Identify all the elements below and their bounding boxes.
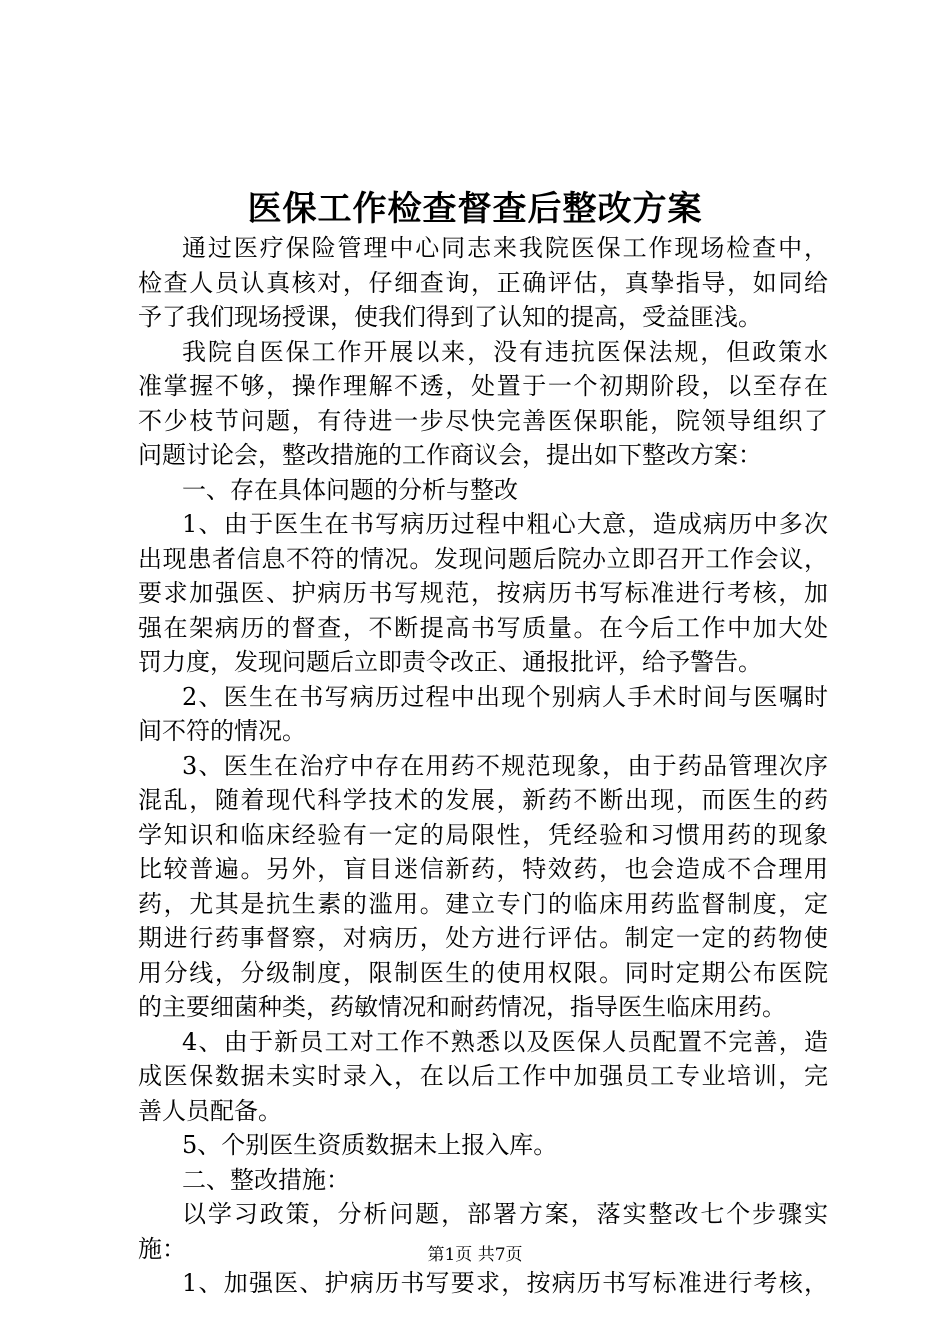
paragraph-line: 要求加强医、护病历书写规范，按病历书写标准进行考核，加 bbox=[138, 579, 828, 607]
paragraph-line: 通过医疗保险管理中心同志来我院医保工作现场检查中， bbox=[182, 234, 828, 262]
paragraph-line: 善人员配备。 bbox=[138, 1096, 282, 1125]
paragraph-line: 施： bbox=[138, 1234, 186, 1263]
paragraph-line: 问题讨论会，整改措施的工作商议会，提出如下整改方案： bbox=[138, 441, 762, 469]
paragraph-line: 检查人员认真核对，仔细查询，正确评估，真挚指导，如同给 bbox=[138, 268, 828, 297]
paragraph-line: 5、个别医生资质数据未上报入库。 bbox=[182, 1131, 558, 1159]
paragraph-line: 准掌握不够，操作理解不透，处置于一个初期阶段，以至存在 bbox=[138, 372, 828, 400]
paragraph-line: 予了我们现场授课，使我们得到了认知的提高，受益匪浅。 bbox=[138, 303, 762, 331]
paragraph-line: 4、由于新员工对工作不熟悉以及医保人员配置不完善，造 bbox=[182, 1027, 828, 1056]
section-heading: 二、整改措施： bbox=[182, 1165, 350, 1194]
paragraph-line: 以学习政策，分析问题，部署方案，落实整改七个步骤实 bbox=[182, 1200, 828, 1228]
paragraph-line: 出现患者信息不符的情况。发现问题后院办立即召开工作会议， bbox=[138, 544, 828, 573]
paragraph-line: 期进行药事督察，对病历，处方进行评估。制定一定的药物使 bbox=[138, 924, 828, 952]
paragraph-line: 学知识和临床经验有一定的局限性，凭经验和习惯用药的现象 bbox=[138, 820, 828, 849]
paragraph-line: 成医保数据未实时录入，在以后工作中加强员工专业培训，完 bbox=[138, 1062, 828, 1090]
paragraph-line: 我院自医保工作开展以来，没有违抗医保法规，但政策水 bbox=[182, 337, 828, 366]
paragraph-line: 药，尤其是抗生素的滥用。建立专门的临床用药监督制度，定 bbox=[138, 889, 828, 918]
paragraph-line: 比较普遍。另外，盲目迷信新药，特效药，也会造成不合理用 bbox=[138, 855, 828, 883]
paragraph-line: 1、加强医、护病历书写要求，按病历书写标准进行考核， bbox=[182, 1269, 828, 1297]
paragraph-line: 强在架病历的督查，不断提高书写质量。在今后工作中加大处 bbox=[138, 613, 828, 642]
paragraph-line: 间不符的情况。 bbox=[138, 717, 306, 745]
page-number-footer: 第1页 共7页 bbox=[427, 1245, 523, 1265]
paragraph-line: 混乱，随着现代科学技术的发展，新药不断出现，而医生的药 bbox=[138, 786, 828, 814]
paragraph-line: 罚力度，发现问题后立即责令改正、通报批评，给予警告。 bbox=[138, 648, 762, 676]
paragraph-line: 的主要细菌种类，药敏情况和耐药情况，指导医生临床用药。 bbox=[138, 993, 786, 1021]
document-body bbox=[138, 231, 838, 1301]
section-heading: 一、存在具体问题的分析与整改 bbox=[182, 475, 518, 504]
paragraph-line: 3、医生在治疗中存在用药不规范现象，由于药品管理次序 bbox=[182, 751, 828, 780]
paragraph-line: 不少枝节问题，有待进一步尽快完善医保职能，院领导组织了 bbox=[138, 406, 828, 435]
paragraph-line: 2、医生在书写病历过程中出现个别病人手术时间与医嘱时 bbox=[182, 682, 828, 711]
paragraph-line: 用分线，分级制度，限制医生的使用权限。同时定期公布医院 bbox=[138, 958, 828, 987]
paragraph-line: 1、由于医生在书写病历过程中粗心大意，造成病历中多次 bbox=[182, 510, 828, 538]
document-title: 医保工作检查督查后整改方案 bbox=[247, 189, 703, 229]
